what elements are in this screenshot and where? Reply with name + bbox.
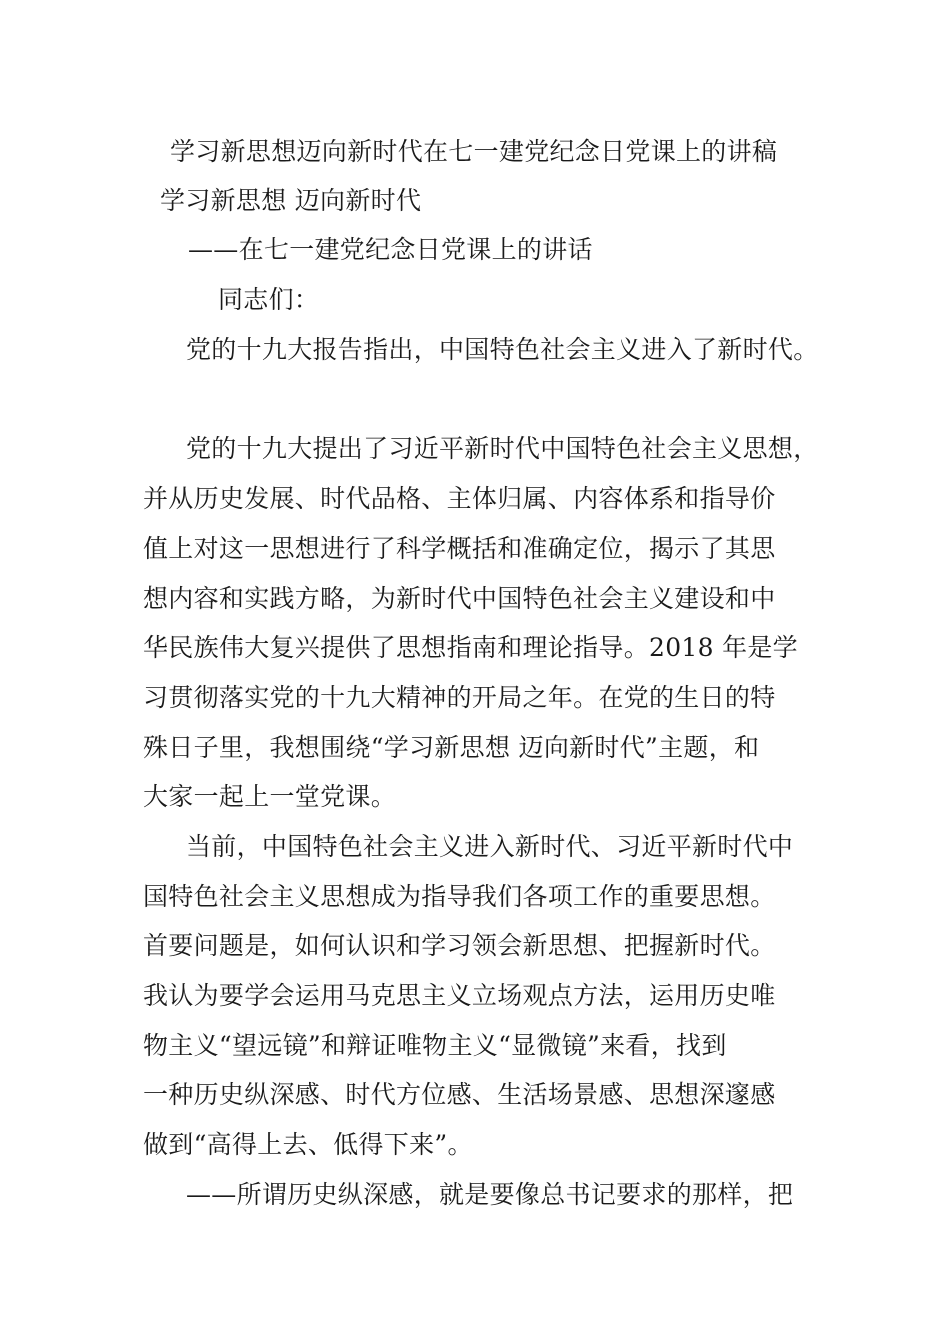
paragraph-3-line: 做到“高得上去、低得下来”。 — [143, 1130, 473, 1159]
paragraph-2-line: 大家一起上一堂党课。 — [143, 782, 397, 811]
document-subheading: ——在七一建党纪念日党课上的讲话 — [188, 235, 593, 264]
document-heading: 学习新思想 迈向新时代 — [160, 186, 422, 215]
paragraph-3-line: 物主义“望远镜”和辩证唯物主义“显微镜”来看，找到 — [143, 1031, 727, 1060]
paragraph-2-line: 想内容和实践方略，为新时代中国特色社会主义建设和中 — [143, 584, 776, 613]
paragraph-3-line: 首要问题是，如何认识和学习领会新思想、把握新时代。 — [143, 931, 776, 960]
paragraph-2-line: 党的十九大提出了习近平新时代中国特色社会主义思想， — [186, 434, 819, 463]
document-title: 学习新思想迈向新时代在七一建党纪念日党课上的讲稿 — [170, 137, 778, 166]
paragraph-4-line: ——所谓历史纵深感，就是要像总书记要求的那样，把 — [186, 1180, 794, 1209]
paragraph-2-line: 并从历史发展、时代品格、主体归属、内容体系和指导价 — [143, 484, 776, 513]
paragraph-2-line: 殊日子里，我想围绕“学习新思想 迈向新时代”主题，和 — [143, 733, 760, 762]
paragraph-2-line: 习贯彻落实党的十九大精神的开局之年。在党的生日的特 — [143, 683, 776, 712]
paragraph-3-line: 一种历史纵深感、时代方位感、生活场景感、思想深邃感 — [143, 1080, 776, 1109]
paragraph-2-line: 值上对这一思想进行了科学概括和准确定位，揭示了其思 — [143, 534, 776, 563]
paragraph-3-line: 我认为要学会运用马克思主义立场观点方法，运用历史唯 — [143, 981, 776, 1010]
paragraph-3-line: 当前，中国特色社会主义进入新时代、习近平新时代中 — [186, 832, 794, 861]
salutation: 同志们： — [218, 285, 320, 314]
paragraph-2-line: 华民族伟大复兴提供了思想指南和理论指导。2018 年是学 — [143, 633, 798, 662]
paragraph-1: 党的十九大报告指出，中国特色社会主义进入了新时代。 — [186, 335, 819, 364]
paragraph-3-line: 国特色社会主义思想成为指导我们各项工作的重要思想。 — [143, 882, 776, 911]
